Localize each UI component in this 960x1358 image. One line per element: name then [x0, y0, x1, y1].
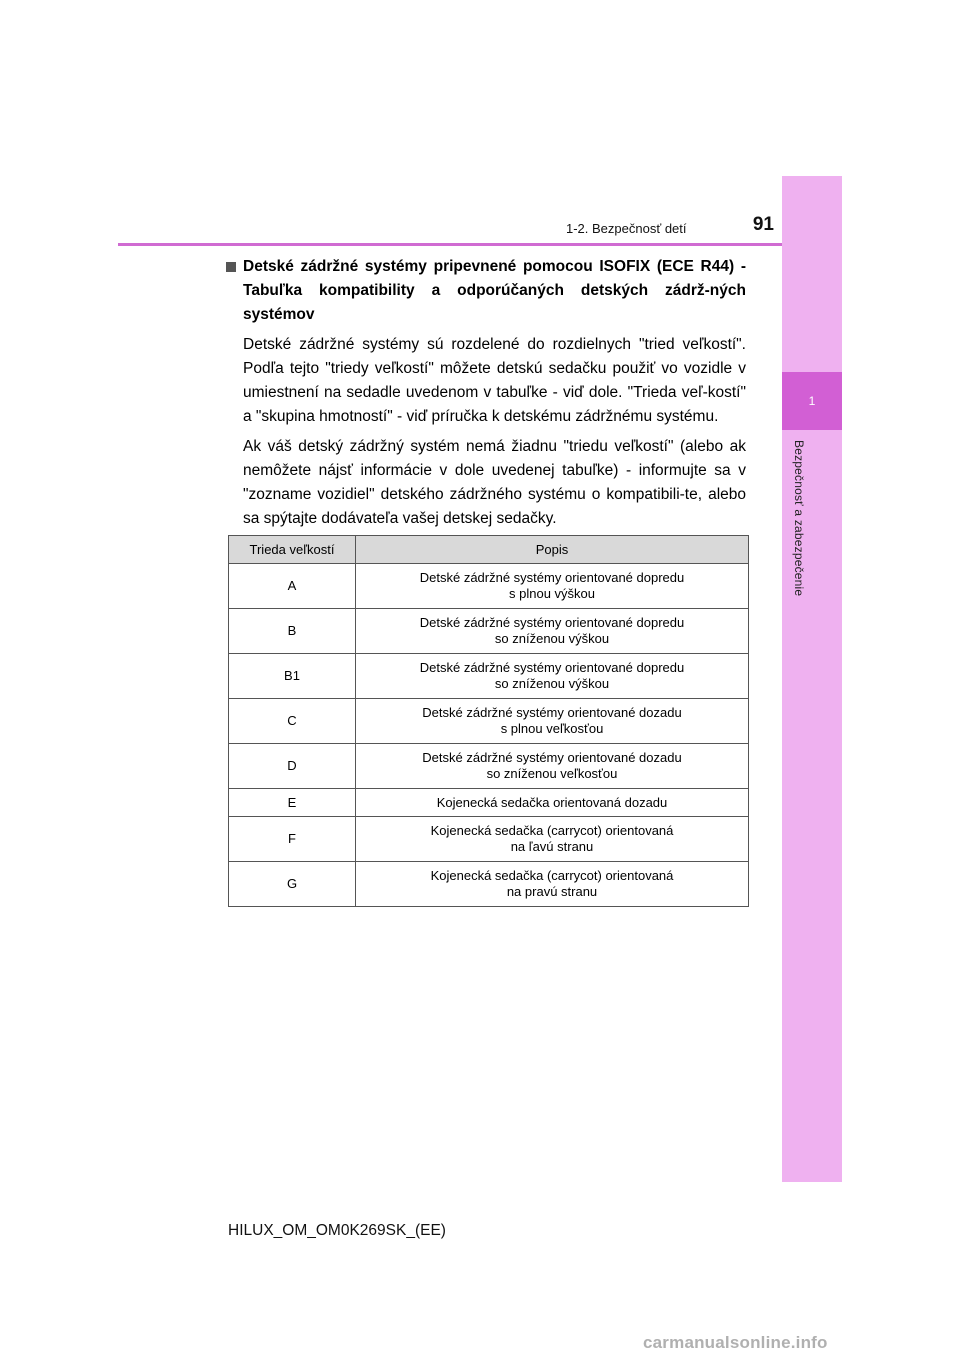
description-cell [356, 862, 749, 907]
description-cell [356, 654, 749, 699]
chapter-sidebar [782, 176, 842, 1182]
description-line: Detské zádržné systémy orientované dopredu [419, 615, 685, 630]
column-header-description: Popis [356, 536, 749, 564]
chapter-title: Bezpečnosť a zabezpečenie [792, 440, 806, 597]
watermark-link[interactable]: carmanualsonline.info [643, 1333, 828, 1352]
main-content [226, 255, 746, 537]
table-row [229, 699, 749, 744]
square-bullet-icon [226, 262, 236, 272]
size-class-cell: C [229, 699, 356, 744]
page-number: 91 [752, 214, 774, 235]
section-heading [226, 255, 746, 327]
table-row [229, 817, 749, 862]
chapter-number-tab[interactable] [782, 372, 842, 430]
paragraph: Detské zádržné systémy sú rozdelené do rozdielnych "tried veľkostí". Podľa tejto "triedy veľkostí" môžete detskú sedačku použiť vo vozidle v umiestnení na sedadle uvedenom v tabuľke - viď dole. "Trieda veľ-kostí" a "skupina hmotností" - viď príručka k detskému zádržnému systému. [243, 336, 746, 425]
description-line: na ľavú stranu [510, 839, 594, 854]
description-line: s plnou veľkosťou [500, 721, 604, 736]
description-line: Kojenecká sedačka (carrycot) orientovaná [430, 823, 674, 838]
size-class-cell: B [229, 609, 356, 654]
description-cell [356, 744, 749, 789]
section-title: 1-2. Bezpečnosť detí [566, 221, 687, 236]
description-cell [356, 609, 749, 654]
description-line: s plnou výškou [509, 586, 595, 601]
description-line: so zníženou výškou [494, 676, 610, 691]
description-line: Kojenecká sedačka (carrycot) orientovaná [430, 868, 674, 883]
size-class-cell: B1 [229, 654, 356, 699]
description-line: na pravú stranu [506, 884, 598, 899]
description-cell [356, 817, 749, 862]
header-divider [118, 243, 782, 246]
size-class-cell: A [229, 564, 356, 609]
table-row [229, 862, 749, 907]
description-cell [356, 699, 749, 744]
size-class-cell: F [229, 817, 356, 862]
table-header-row [229, 536, 749, 564]
size-class-cell: D [229, 744, 356, 789]
description-line: Detské zádržné systémy orientované dopredu [419, 660, 685, 675]
size-class-cell: E [229, 789, 356, 817]
table-row [229, 789, 749, 817]
description-line: so zníženou výškou [494, 631, 610, 646]
table-row [229, 564, 749, 609]
description-line: so zníženou veľkosťou [486, 766, 618, 781]
size-class-table [228, 535, 749, 907]
table-row [229, 609, 749, 654]
description-line: Detské zádržné systémy orientované dopredu [419, 570, 685, 585]
table-row [229, 654, 749, 699]
table-row [229, 744, 749, 789]
description-line: Kojenecká sedačka orientovaná dozadu [436, 794, 668, 810]
paragraph: Ak váš detský zádržný systém nemá žiadnu "triedu veľkostí" (alebo ak nemôžete nájsť informácie v dole uvedenej tabuľke) - informujte sa v "zozname vozidiel" detského zádržného systému o kompatibili-te, alebo sa spýtajte dodávateľa vašej detskej sedačky. [243, 438, 746, 527]
description-cell [356, 564, 749, 609]
description-cell [356, 789, 749, 817]
document-code: HILUX_OM_OM0K269SK_(EE) [228, 1222, 446, 1239]
column-header-size-class: Trieda veľkostí [229, 536, 356, 564]
size-class-cell: G [229, 862, 356, 907]
description-line: Detské zádržné systémy orientované dozadu [422, 705, 682, 720]
section-heading-text: Detské zádržné systémy pripevnené pomocou ISOFIX (ECE R44) - Tabuľka kompatibility a odporúčaných detských zádrž-ných systémov [243, 258, 746, 323]
chapter-number: 1 [808, 394, 816, 408]
description-line: Detské zádržné systémy orientované dozadu [422, 750, 682, 765]
